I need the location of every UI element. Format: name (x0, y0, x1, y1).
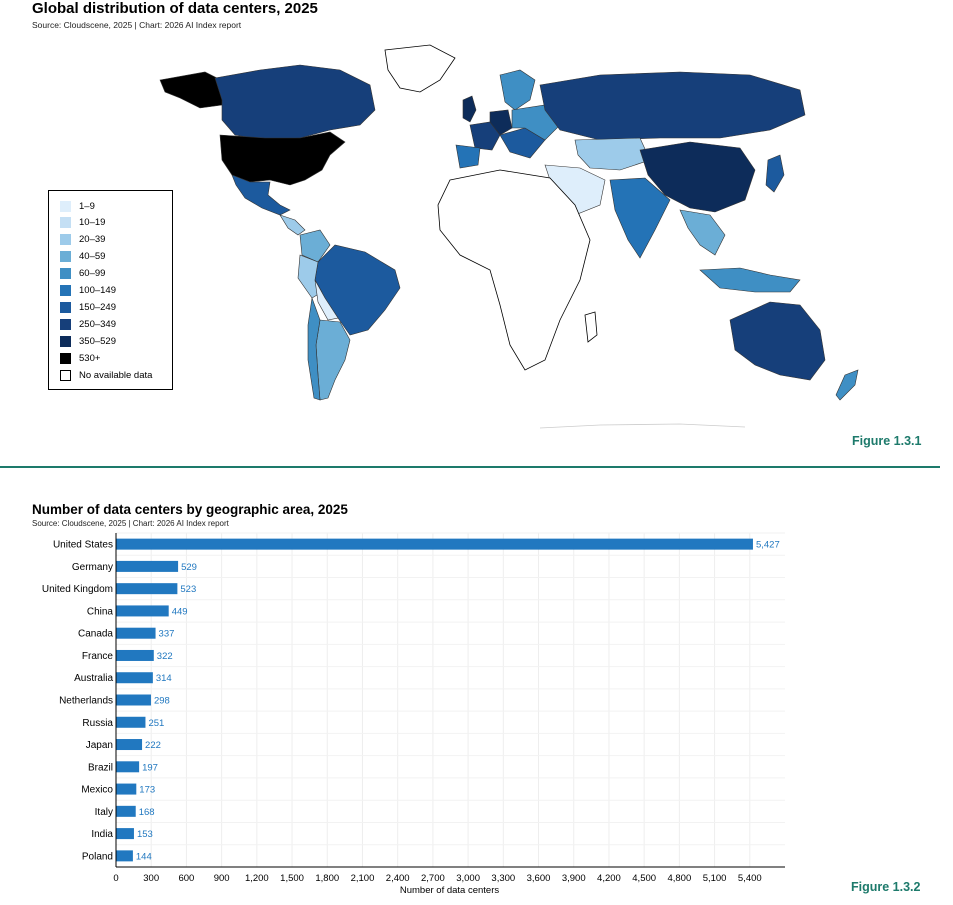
value-label: 5,427 (755, 539, 780, 551)
map-region-alaska (160, 72, 225, 108)
bar (116, 695, 151, 706)
legend-item (60, 369, 152, 381)
legend-label: 150–249 (79, 301, 116, 313)
value-label: 322 (156, 650, 173, 662)
map-region-southeast-asia (680, 210, 725, 255)
bar (116, 717, 145, 728)
category-label: Germany (71, 561, 113, 573)
bar (116, 561, 178, 572)
bar-chart-source: Source: Cloudscene, 2025 | Chart: 2026 AI Index report (32, 519, 229, 528)
map-region-japan (766, 155, 784, 192)
x-tick-label: 4,500 (632, 873, 657, 884)
bar (116, 828, 134, 839)
legend-item (60, 301, 116, 313)
value-label: 314 (155, 673, 172, 685)
value-label: 449 (171, 606, 188, 618)
legend-swatch (60, 201, 71, 212)
x-tick-label: 300 (143, 873, 160, 884)
value-label: 168 (138, 806, 155, 818)
bar (116, 672, 153, 683)
bar (116, 539, 753, 550)
legend-swatch (60, 370, 71, 381)
map-region-canada (215, 65, 375, 140)
legend-swatch (60, 319, 71, 330)
bar (116, 739, 142, 750)
legend-swatch (60, 302, 71, 313)
x-tick-label: 5,100 (702, 873, 727, 884)
map-region-uk (463, 96, 476, 122)
map-region-iberia (456, 145, 480, 168)
map-region-central-asia (575, 138, 650, 170)
category-label: United Kingdom (41, 584, 113, 596)
figure-label-bar: Figure 1.3.2 (851, 880, 921, 894)
map-region-new-zealand (836, 370, 858, 400)
bar (116, 628, 156, 639)
bar (116, 605, 169, 616)
x-tick-label: 2,100 (350, 873, 375, 884)
category-label: Poland (81, 851, 113, 863)
map-region-antarctica (540, 424, 745, 428)
x-tick-label: 3,300 (491, 873, 516, 884)
legend-item (60, 285, 116, 297)
legend-swatch (60, 285, 71, 296)
bar (116, 583, 177, 594)
x-tick-label: 2,400 (385, 873, 410, 884)
bar (116, 850, 133, 861)
x-tick-label: 3,900 (561, 873, 586, 884)
map-title: Global distribution of data centers, 2025 (32, 0, 318, 17)
legend-item (60, 318, 116, 330)
x-tick-label: 1,500 (280, 873, 304, 884)
legend-swatch (60, 336, 71, 347)
x-tick-label: 1,200 (244, 873, 269, 884)
map-region-greenland (385, 45, 455, 92)
x-tick-label: 900 (213, 873, 230, 884)
map-source: Source: Cloudscene, 2025 | Chart: 2026 AI Index report (32, 20, 242, 30)
legend-item (60, 268, 105, 280)
legend-item (60, 352, 100, 364)
category-label: Japan (85, 740, 113, 752)
x-tick-label: 3,000 (456, 873, 480, 884)
bar (116, 806, 136, 817)
map-region-indonesia (700, 268, 800, 292)
legend-item (60, 200, 95, 212)
category-label: Canada (77, 628, 113, 640)
legend-swatch (60, 217, 71, 228)
legend-swatch (60, 251, 71, 262)
category-label: China (86, 606, 113, 618)
value-label: 251 (148, 717, 165, 729)
x-tick-label: 1,800 (315, 873, 340, 884)
map-region-madagascar (585, 312, 597, 342)
legend-label: 1–9 (79, 200, 95, 212)
map-region-australia (730, 302, 825, 380)
category-label: United States (52, 539, 113, 551)
value-label: 153 (136, 829, 153, 841)
category-label: Netherlands (59, 695, 113, 707)
map-region-russia (540, 72, 805, 140)
legend-label: 100–149 (79, 285, 116, 296)
legend-item (60, 251, 105, 263)
bar (116, 761, 139, 772)
bar-chart-title: Number of data centers by geographic area, 2025 (32, 502, 348, 517)
figure-label-map: Figure 1.3.1 (852, 434, 922, 448)
value-label: 197 (142, 762, 158, 774)
category-label: Australia (74, 673, 113, 685)
map-region-usa (220, 132, 345, 185)
category-label: Mexico (81, 784, 113, 796)
category-label: Russia (82, 717, 113, 729)
x-tick-label: 4,800 (667, 873, 692, 884)
legend-swatch (60, 353, 71, 364)
legend-label: 250–349 (79, 318, 116, 330)
category-label: Italy (94, 806, 113, 818)
legend-label: No available data (79, 369, 153, 381)
value-label: 173 (139, 784, 156, 796)
x-tick-label: 3,600 (526, 873, 551, 884)
legend-label: 530+ (79, 352, 101, 364)
bar (116, 650, 154, 661)
bar-chart (0, 525, 953, 900)
x-axis-title: Number of data centers (399, 885, 500, 896)
category-label: Brazil (87, 762, 113, 774)
x-tick-label: 2,700 (421, 873, 445, 884)
category-label: India (91, 829, 113, 841)
x-tick-label: 5,400 (737, 873, 762, 884)
legend-label: 10–19 (79, 217, 106, 229)
map-region-central-america (280, 215, 305, 235)
map-region-argentina (316, 320, 350, 400)
legend-label: 60–99 (79, 268, 106, 280)
bar (116, 784, 136, 795)
value-label: 222 (145, 740, 161, 752)
x-tick-label: 600 (178, 873, 195, 884)
map-region-scandinavia (500, 70, 535, 110)
x-tick-label: 4,200 (597, 873, 621, 884)
legend-label: 20–39 (79, 234, 106, 246)
x-tick-label: 0 (113, 873, 119, 884)
legend-swatch (60, 268, 71, 279)
value-label: 298 (153, 695, 170, 707)
legend-swatch (60, 234, 71, 245)
value-label: 529 (181, 561, 197, 573)
map-legend (48, 190, 173, 390)
legend-item (60, 234, 105, 246)
value-label: 523 (180, 584, 197, 596)
value-label: 144 (135, 851, 152, 863)
section-divider (0, 466, 940, 468)
category-label: France (81, 650, 113, 662)
legend-label: 40–59 (79, 251, 106, 263)
legend-item (60, 335, 116, 347)
value-label: 337 (158, 628, 175, 640)
legend-label: 350–529 (79, 335, 116, 347)
map-region-africa (438, 170, 590, 370)
legend-item (60, 217, 105, 229)
